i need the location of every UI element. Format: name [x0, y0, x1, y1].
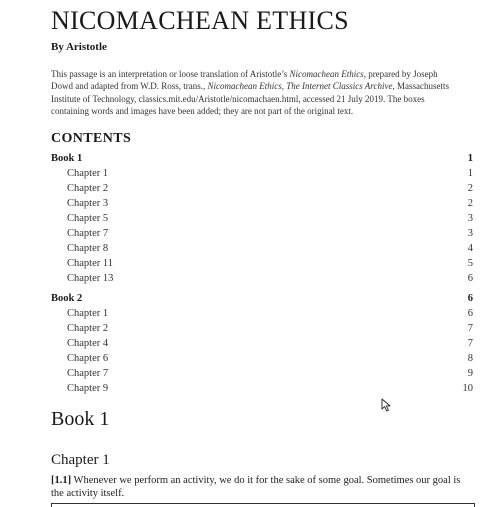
toc-page-number: 2: [467, 198, 473, 209]
toc-page-number: 9: [467, 368, 473, 379]
toc-chapter-entry[interactable]: [51, 241, 473, 256]
toc-chapter-entry[interactable]: [51, 351, 473, 366]
toc-chapter-entry[interactable]: [51, 321, 473, 336]
toc-page-number: 7: [467, 338, 473, 349]
toc-chapter-label: Chapter 2: [67, 183, 109, 194]
toc-chapter-label: Chapter 9: [67, 383, 109, 394]
toc-chapter-label: Chapter 3: [67, 198, 109, 209]
toc-chapter-label: Chapter 13: [67, 273, 114, 284]
toc-chapter-label: Chapter 4: [67, 338, 109, 349]
arrow-pointer-icon: [381, 398, 393, 412]
toc-book-2: [51, 291, 473, 396]
toc-book-label: Book 2: [51, 293, 83, 304]
toc-book-entry[interactable]: [51, 151, 473, 166]
chapter-heading: Chapter 1: [51, 452, 110, 468]
toc-chapter-entry[interactable]: [51, 181, 473, 196]
toc-chapter-label: Chapter 8: [67, 243, 109, 254]
document-title: NICOMACHEAN ETHICS: [51, 6, 349, 35]
intro-italic-archive: The Internet Classics Archive: [286, 81, 393, 92]
toc-chapter-entry[interactable]: [51, 336, 473, 351]
toc-book-entry[interactable]: [51, 291, 473, 306]
intro-paragraph: [51, 68, 455, 117]
toc-page-number: 3: [467, 213, 473, 224]
book-heading: Book 1: [51, 408, 110, 430]
toc-chapter-label: Chapter 1: [67, 168, 109, 179]
toc-page-number: 10: [462, 383, 473, 394]
toc-chapter-entry[interactable]: [51, 211, 473, 226]
toc-page-number: 5: [467, 258, 473, 269]
toc-book-1: [51, 151, 473, 286]
toc-chapter-entry[interactable]: [51, 306, 473, 321]
intro-italic-title-1: Nicomachean Ethics: [289, 69, 364, 79]
toc-chapter-label: Chapter 6: [67, 353, 109, 364]
toc-book-label: Book 1: [51, 153, 83, 164]
intro-text-3: ,: [281, 81, 287, 92]
toc-chapter-entry[interactable]: [51, 226, 473, 241]
toc-page-number: 3: [467, 228, 473, 239]
document-author: By Aristotle: [51, 41, 107, 53]
toc-chapter-label: Chapter 2: [67, 323, 109, 334]
intro-text-2: , prepared by Joseph Dowd and adapted from W.D. Ross, trans.,: [51, 69, 438, 92]
toc-page-number: 6: [467, 273, 473, 284]
contents-heading: CONTENTS: [51, 131, 132, 146]
toc-chapter-label: Chapter 11: [67, 258, 113, 269]
toc-page-number: 2: [467, 183, 473, 194]
intro-text-4: , Massachusetts Institute of Technology, classics.mit.edu/Aristotle/nicomachaen.html, accessed 21 July 2019. The boxes containing words and images have been added; they are not part of the original text.: [51, 81, 449, 116]
toc-page-number: 1: [467, 168, 473, 179]
toc-chapter-entry[interactable]: [51, 381, 473, 396]
toc-page-number: 4: [467, 243, 473, 254]
toc-chapter-entry[interactable]: [51, 366, 473, 381]
toc-chapter-entry[interactable]: [51, 256, 473, 271]
content-box-edge: [51, 503, 475, 507]
toc-page-number: 6: [467, 293, 473, 304]
paragraph-number: [1.1]: [51, 475, 72, 486]
toc-chapter-entry[interactable]: [51, 166, 473, 181]
toc-chapter-label: Chapter 7: [67, 368, 109, 379]
intro-italic-title-2: Nicomachean Ethics: [207, 81, 282, 92]
toc-page-number: 6: [467, 308, 473, 319]
toc-page-number: 7: [467, 323, 473, 334]
toc-chapter-label: Chapter 7: [67, 228, 109, 239]
toc-chapter-label: Chapter 5: [67, 213, 109, 224]
toc-chapter-entry[interactable]: [51, 196, 473, 211]
toc-page-number: 8: [467, 353, 473, 364]
toc-chapter-label: Chapter 1: [67, 308, 109, 319]
toc-chapter-entry[interactable]: [51, 271, 473, 286]
paragraph-text: Whenever we perform an activity, we do it for the sake of some goal. Sometimes our goal is the activity itself.: [51, 475, 461, 499]
body-paragraph: [51, 474, 463, 500]
intro-text-1: This passage is an interpretation or loose translation of Aristotle’s: [51, 69, 290, 79]
toc-page-number: 1: [467, 153, 473, 164]
